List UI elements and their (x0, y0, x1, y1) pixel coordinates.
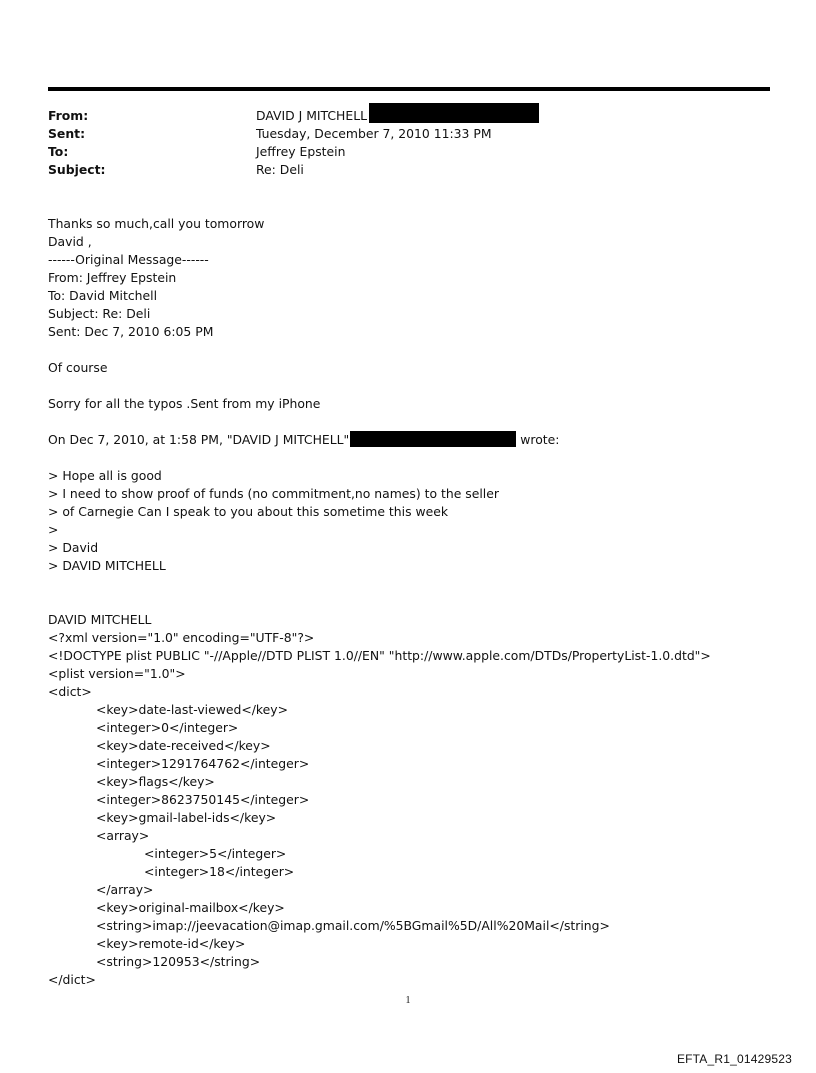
plist-line: <plist version="1.0"> (48, 666, 186, 681)
sent-value: Tuesday, December 7, 2010 11:33 PM (256, 126, 492, 141)
body-line: ------Original Message------ (48, 252, 209, 267)
body-line: Sent: Dec 7, 2010 6:05 PM (48, 324, 214, 339)
sent-label: Sent: (48, 126, 86, 141)
redaction-box (350, 431, 516, 447)
body-line: Thanks so much,call you tomorrow (48, 216, 265, 231)
plist-line: <!DOCTYPE plist PUBLIC "-//Apple//DTD PLIST 1.0//EN" "http://www.apple.com/DTDs/PropertyList-1.0.dtd"> (48, 648, 711, 663)
plist-line: <key>original-mailbox</key> (96, 900, 285, 915)
plist-line: <?xml version="1.0" encoding="UTF-8"?> (48, 630, 315, 645)
body-line: David , (48, 234, 92, 249)
wrote-line (48, 431, 559, 449)
plist-line: <integer>1291764762</integer> (96, 756, 310, 771)
from-name: DAVID J MITCHELL (256, 108, 368, 123)
quoted-line: > Hope all is good (48, 468, 162, 483)
body-line: Of course (48, 360, 108, 375)
to-label: To: (48, 144, 69, 159)
redaction-box (369, 103, 539, 123)
signature: DAVID MITCHELL (48, 612, 152, 627)
plist-line: <integer>8623750145</integer> (96, 792, 310, 807)
body-line: Subject: Re: Deli (48, 306, 151, 321)
wrote-prefix: On Dec 7, 2010, at 1:58 PM, "DAVID J MITCHELL" (48, 432, 350, 447)
plist-line: <dict> (48, 684, 92, 699)
body-line: To: David Mitchell (48, 288, 158, 303)
plist-line: <key>remote-id</key> (96, 936, 246, 951)
plist-line: <key>gmail-label-ids</key> (96, 810, 277, 825)
quoted-line: > (48, 522, 59, 537)
quoted-line: > David (48, 540, 99, 555)
plist-line: <key>date-received</key> (96, 738, 271, 753)
header-rule (48, 87, 770, 91)
body-line: Sorry for all the typos .Sent from my iPhone (48, 396, 321, 411)
plist-line: <string>120953</string> (96, 954, 261, 969)
plist-line: <key>date-last-viewed</key> (96, 702, 288, 717)
plist-line: </dict> (48, 972, 96, 987)
page-number: 1 (405, 995, 411, 1006)
subject-label: Subject: (48, 162, 106, 177)
document-id: EFTA_R1_01429523 (676, 1052, 792, 1066)
body-line: From: Jeffrey Epstein (48, 270, 177, 285)
plist-line: <string>imap://jeevacation@imap.gmail.com/%5BGmail%5D/All%20Mail</string> (96, 918, 610, 933)
plist-line: <array> (96, 828, 150, 843)
plist-line: <integer>18</integer> (144, 864, 295, 879)
from-value (256, 107, 539, 125)
plist-line: <integer>5</integer> (144, 846, 287, 861)
to-value: Jeffrey Epstein (256, 144, 346, 159)
plist-line: </array> (96, 882, 154, 897)
quoted-line: > I need to show proof of funds (no commitment,no names) to the seller (48, 486, 499, 501)
plist-line: <integer>0</integer> (96, 720, 239, 735)
quoted-line: > of Carnegie Can I speak to you about this sometime this week (48, 504, 449, 519)
subject-value: Re: Deli (256, 162, 304, 177)
plist-line: <key>flags</key> (96, 774, 215, 789)
from-label: From: (48, 108, 89, 123)
quoted-line: > DAVID MITCHELL (48, 558, 166, 573)
wrote-suffix: wrote: (520, 432, 560, 447)
